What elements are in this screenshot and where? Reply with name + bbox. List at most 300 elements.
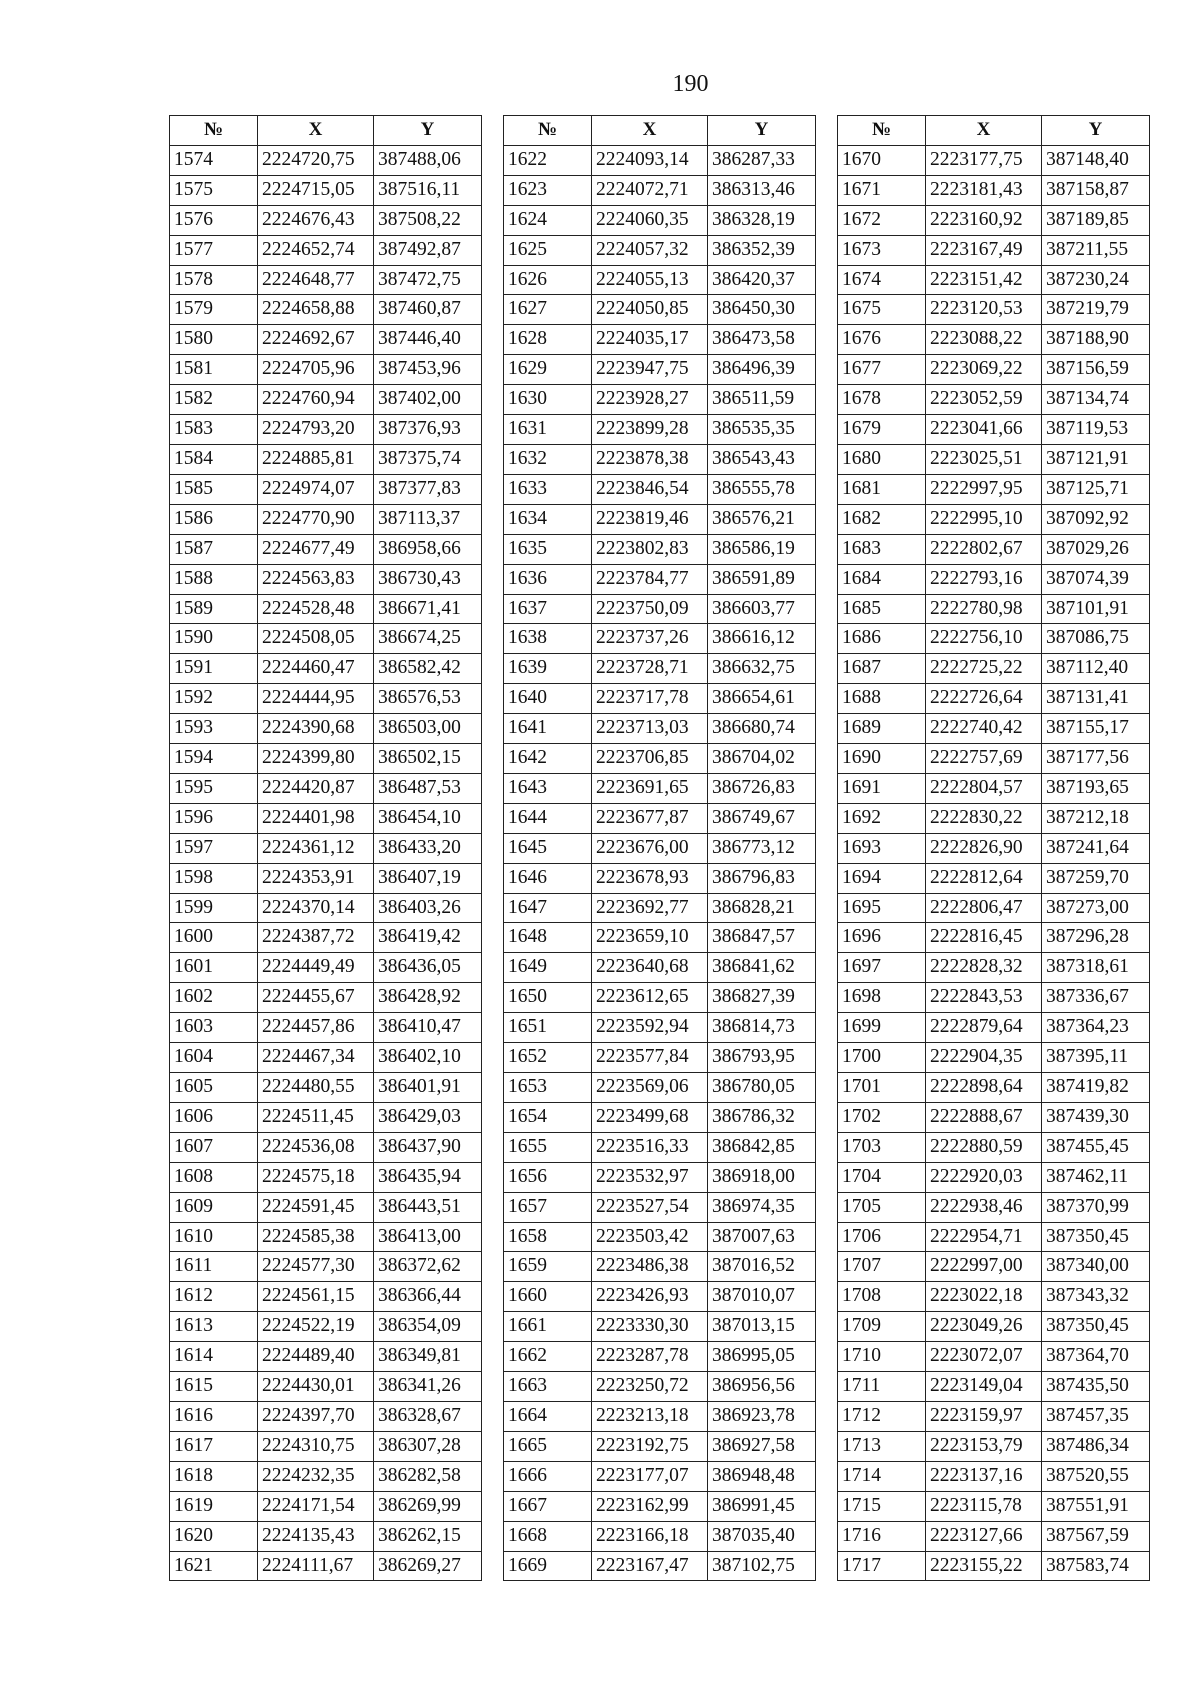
x-coordinate-cell: 2223691,65	[592, 773, 708, 803]
point-number-cell: 1678	[838, 385, 926, 415]
x-coordinate-cell: 2224370,14	[258, 893, 374, 923]
y-coordinate-cell: 386473,58	[708, 325, 816, 355]
point-number-cell: 1584	[170, 444, 258, 474]
x-coordinate-cell: 2223728,71	[592, 654, 708, 684]
y-coordinate-cell: 386704,02	[708, 744, 816, 774]
table-row	[170, 444, 482, 474]
table-row	[504, 1013, 816, 1043]
table-row	[838, 385, 1150, 415]
y-coordinate-cell: 386576,21	[708, 504, 816, 534]
table-row	[504, 385, 816, 415]
x-coordinate-cell: 2222920,03	[926, 1162, 1042, 1192]
point-number-cell: 1582	[170, 385, 258, 415]
x-coordinate-cell: 2224430,01	[258, 1372, 374, 1402]
point-number-cell: 1693	[838, 833, 926, 863]
y-coordinate-cell: 386991,45	[708, 1491, 816, 1521]
point-number-cell: 1654	[504, 1102, 592, 1132]
table-row	[504, 1372, 816, 1402]
point-number-cell: 1612	[170, 1282, 258, 1312]
point-number-cell: 1583	[170, 415, 258, 445]
table-row	[170, 983, 482, 1013]
table-row	[838, 1282, 1150, 1312]
x-coordinate-cell: 2223052,59	[926, 385, 1042, 415]
point-number-cell: 1655	[504, 1132, 592, 1162]
x-coordinate-cell: 2224171,54	[258, 1491, 374, 1521]
point-number-cell: 1713	[838, 1431, 926, 1461]
y-coordinate-cell: 386956,56	[708, 1372, 816, 1402]
table-row	[504, 1342, 816, 1372]
y-coordinate-cell: 386436,05	[374, 953, 482, 983]
x-coordinate-cell: 2222816,45	[926, 923, 1042, 953]
point-number-cell: 1691	[838, 773, 926, 803]
column-header-y: Y	[708, 116, 816, 146]
y-coordinate-cell: 386841,62	[708, 953, 816, 983]
y-coordinate-cell: 386847,57	[708, 923, 816, 953]
x-coordinate-cell: 2224460,47	[258, 654, 374, 684]
point-number-cell: 1589	[170, 594, 258, 624]
point-number-cell: 1657	[504, 1192, 592, 1222]
point-number-cell: 1594	[170, 744, 258, 774]
table-row	[838, 1431, 1150, 1461]
point-number-cell: 1599	[170, 893, 258, 923]
x-coordinate-cell: 2222828,32	[926, 953, 1042, 983]
y-coordinate-cell: 387119,53	[1042, 415, 1150, 445]
y-coordinate-cell: 386814,73	[708, 1013, 816, 1043]
x-coordinate-cell: 2224397,70	[258, 1401, 374, 1431]
x-coordinate-cell: 2223120,53	[926, 295, 1042, 325]
table-row	[170, 265, 482, 295]
point-number-cell: 1622	[504, 145, 592, 175]
point-number-cell: 1628	[504, 325, 592, 355]
y-coordinate-cell: 386328,19	[708, 205, 816, 235]
point-number-cell: 1716	[838, 1521, 926, 1551]
table-row	[838, 744, 1150, 774]
table-row	[170, 1043, 482, 1073]
x-coordinate-cell: 2224399,80	[258, 744, 374, 774]
table-row	[504, 983, 816, 1013]
y-coordinate-cell: 386511,59	[708, 385, 816, 415]
table-row	[170, 145, 482, 175]
x-coordinate-cell: 2222880,59	[926, 1132, 1042, 1162]
y-coordinate-cell: 387508,22	[374, 205, 482, 235]
y-coordinate-cell: 386450,30	[708, 295, 816, 325]
x-coordinate-cell: 2222904,35	[926, 1043, 1042, 1073]
point-number-cell: 1647	[504, 893, 592, 923]
x-coordinate-cell: 2222879,64	[926, 1013, 1042, 1043]
table-row	[504, 833, 816, 863]
point-number-cell: 1576	[170, 205, 258, 235]
y-coordinate-cell: 386328,67	[374, 1401, 482, 1431]
x-coordinate-cell: 2224449,49	[258, 953, 374, 983]
y-coordinate-cell: 386995,05	[708, 1342, 816, 1372]
x-coordinate-cell: 2222954,71	[926, 1222, 1042, 1252]
table-row	[838, 564, 1150, 594]
table-row	[838, 684, 1150, 714]
point-number-cell: 1667	[504, 1491, 592, 1521]
table-row	[170, 744, 482, 774]
table-row	[838, 1073, 1150, 1103]
table-row	[838, 594, 1150, 624]
table-row	[170, 1312, 482, 1342]
table-row	[504, 1162, 816, 1192]
point-number-cell: 1695	[838, 893, 926, 923]
x-coordinate-cell: 2222725,22	[926, 654, 1042, 684]
y-coordinate-cell: 387567,59	[1042, 1521, 1150, 1551]
point-number-cell: 1613	[170, 1312, 258, 1342]
y-coordinate-cell: 387010,07	[708, 1282, 816, 1312]
x-coordinate-cell: 2223166,18	[592, 1521, 708, 1551]
table-row	[170, 205, 482, 235]
point-number-cell: 1604	[170, 1043, 258, 1073]
y-coordinate-cell: 387086,75	[1042, 624, 1150, 654]
x-coordinate-cell: 2223499,68	[592, 1102, 708, 1132]
point-number-cell: 1586	[170, 504, 258, 534]
x-coordinate-cell: 2222997,95	[926, 474, 1042, 504]
table-row	[504, 1073, 816, 1103]
point-number-cell: 1623	[504, 175, 592, 205]
table-row	[504, 1102, 816, 1132]
point-number-cell: 1686	[838, 624, 926, 654]
x-coordinate-cell: 2223072,07	[926, 1342, 1042, 1372]
point-number-cell: 1633	[504, 474, 592, 504]
y-coordinate-cell: 386433,20	[374, 833, 482, 863]
y-coordinate-cell: 386654,61	[708, 684, 816, 714]
y-coordinate-cell: 386586,19	[708, 534, 816, 564]
x-coordinate-cell: 2223155,22	[926, 1551, 1042, 1581]
y-coordinate-cell: 386923,78	[708, 1401, 816, 1431]
x-coordinate-cell: 2223750,09	[592, 594, 708, 624]
y-coordinate-cell: 387177,56	[1042, 744, 1150, 774]
x-coordinate-cell: 2223784,77	[592, 564, 708, 594]
point-number-cell: 1632	[504, 444, 592, 474]
table-row	[838, 1162, 1150, 1192]
x-coordinate-cell: 2223049,26	[926, 1312, 1042, 1342]
point-number-cell: 1656	[504, 1162, 592, 1192]
point-number-cell: 1616	[170, 1401, 258, 1431]
point-number-cell: 1581	[170, 355, 258, 385]
point-number-cell: 1706	[838, 1222, 926, 1252]
y-coordinate-cell: 387364,70	[1042, 1342, 1150, 1372]
y-coordinate-cell: 386842,85	[708, 1132, 816, 1162]
x-coordinate-cell: 2222997,00	[926, 1252, 1042, 1282]
y-coordinate-cell: 386918,00	[708, 1162, 816, 1192]
point-number-cell: 1673	[838, 235, 926, 265]
y-coordinate-cell: 386730,43	[374, 564, 482, 594]
x-coordinate-cell: 2223692,77	[592, 893, 708, 923]
y-coordinate-cell: 386419,42	[374, 923, 482, 953]
point-number-cell: 1607	[170, 1132, 258, 1162]
x-coordinate-cell: 2224715,05	[258, 175, 374, 205]
point-number-cell: 1629	[504, 355, 592, 385]
y-coordinate-cell: 386632,75	[708, 654, 816, 684]
x-coordinate-cell: 2222888,67	[926, 1102, 1042, 1132]
y-coordinate-cell: 387156,59	[1042, 355, 1150, 385]
point-number-cell: 1705	[838, 1192, 926, 1222]
table-row	[170, 1401, 482, 1431]
table-row	[170, 654, 482, 684]
point-number-cell: 1664	[504, 1401, 592, 1431]
table-row	[838, 295, 1150, 325]
table-row	[504, 1401, 816, 1431]
x-coordinate-cell: 2222756,10	[926, 624, 1042, 654]
point-number-cell: 1617	[170, 1431, 258, 1461]
x-coordinate-cell: 2222780,98	[926, 594, 1042, 624]
table-row	[504, 504, 816, 534]
point-number-cell: 1601	[170, 953, 258, 983]
point-number-cell: 1618	[170, 1461, 258, 1491]
y-coordinate-cell: 387446,40	[374, 325, 482, 355]
y-coordinate-cell: 386496,39	[708, 355, 816, 385]
table-row	[170, 385, 482, 415]
point-number-cell: 1636	[504, 564, 592, 594]
y-coordinate-cell: 387131,41	[1042, 684, 1150, 714]
point-number-cell: 1619	[170, 1491, 258, 1521]
table-row	[170, 415, 482, 445]
y-coordinate-cell: 387343,32	[1042, 1282, 1150, 1312]
point-number-cell: 1578	[170, 265, 258, 295]
point-number-cell: 1624	[504, 205, 592, 235]
x-coordinate-cell: 2223612,65	[592, 983, 708, 1013]
y-coordinate-cell: 387112,40	[1042, 654, 1150, 684]
point-number-cell: 1606	[170, 1102, 258, 1132]
column-header-number: №	[170, 116, 258, 146]
point-number-cell: 1608	[170, 1162, 258, 1192]
x-coordinate-cell: 2223177,07	[592, 1461, 708, 1491]
x-coordinate-cell: 2224658,88	[258, 295, 374, 325]
x-coordinate-cell: 2223025,51	[926, 444, 1042, 474]
column-header-number: №	[838, 116, 926, 146]
point-number-cell: 1609	[170, 1192, 258, 1222]
x-coordinate-cell: 2223527,54	[592, 1192, 708, 1222]
point-number-cell: 1650	[504, 983, 592, 1013]
table-row	[170, 1192, 482, 1222]
y-coordinate-cell: 386974,35	[708, 1192, 816, 1222]
y-coordinate-cell: 387583,74	[1042, 1551, 1150, 1581]
table-header-row	[838, 116, 1150, 146]
point-number-cell: 1648	[504, 923, 592, 953]
table-row	[838, 1521, 1150, 1551]
x-coordinate-cell: 2223115,78	[926, 1491, 1042, 1521]
table-row	[170, 803, 482, 833]
table-row	[838, 1252, 1150, 1282]
y-coordinate-cell: 387211,55	[1042, 235, 1150, 265]
x-coordinate-cell: 2224480,55	[258, 1073, 374, 1103]
x-coordinate-cell: 2223167,47	[592, 1551, 708, 1581]
point-number-cell: 1639	[504, 654, 592, 684]
point-number-cell: 1627	[504, 295, 592, 325]
table-row	[170, 325, 482, 355]
coordinates-table	[169, 115, 482, 1581]
x-coordinate-cell: 2224528,48	[258, 594, 374, 624]
x-coordinate-cell: 2224648,77	[258, 265, 374, 295]
point-number-cell: 1671	[838, 175, 926, 205]
y-coordinate-cell: 387453,96	[374, 355, 482, 385]
x-coordinate-cell: 2223516,33	[592, 1132, 708, 1162]
point-number-cell: 1649	[504, 953, 592, 983]
x-coordinate-cell: 2223503,42	[592, 1222, 708, 1252]
x-coordinate-cell: 2222830,22	[926, 803, 1042, 833]
x-coordinate-cell: 2223737,26	[592, 624, 708, 654]
x-coordinate-cell: 2224455,67	[258, 983, 374, 1013]
x-coordinate-cell: 2224489,40	[258, 1342, 374, 1372]
point-number-cell: 1689	[838, 714, 926, 744]
table-row	[504, 444, 816, 474]
x-coordinate-cell: 2223928,27	[592, 385, 708, 415]
point-number-cell: 1658	[504, 1222, 592, 1252]
x-coordinate-cell: 2223947,75	[592, 355, 708, 385]
point-number-cell: 1688	[838, 684, 926, 714]
point-number-cell: 1638	[504, 624, 592, 654]
table-row	[504, 564, 816, 594]
table-row	[170, 1252, 482, 1282]
y-coordinate-cell: 387193,65	[1042, 773, 1150, 803]
table-row	[170, 1102, 482, 1132]
y-coordinate-cell: 386555,78	[708, 474, 816, 504]
x-coordinate-cell: 2223678,93	[592, 863, 708, 893]
x-coordinate-cell: 2223167,49	[926, 235, 1042, 265]
table-row	[838, 205, 1150, 235]
table-row	[170, 863, 482, 893]
table-row	[504, 1282, 816, 1312]
point-number-cell: 1590	[170, 624, 258, 654]
x-coordinate-cell: 2223330,30	[592, 1312, 708, 1342]
x-coordinate-cell: 2224390,68	[258, 714, 374, 744]
table-row	[838, 1491, 1150, 1521]
y-coordinate-cell: 387259,70	[1042, 863, 1150, 893]
point-number-cell: 1672	[838, 205, 926, 235]
point-number-cell: 1680	[838, 444, 926, 474]
table-row	[170, 1162, 482, 1192]
y-coordinate-cell: 387007,63	[708, 1222, 816, 1252]
table-row	[504, 684, 816, 714]
x-coordinate-cell: 2223088,22	[926, 325, 1042, 355]
table-row	[170, 684, 482, 714]
y-coordinate-cell: 387074,39	[1042, 564, 1150, 594]
x-coordinate-cell: 2223706,85	[592, 744, 708, 774]
y-coordinate-cell: 386454,10	[374, 803, 482, 833]
point-number-cell: 1646	[504, 863, 592, 893]
point-number-cell: 1642	[504, 744, 592, 774]
x-coordinate-cell: 2222938,46	[926, 1192, 1042, 1222]
x-coordinate-cell: 2223878,38	[592, 444, 708, 474]
x-coordinate-cell: 2224511,45	[258, 1102, 374, 1132]
y-coordinate-cell: 386443,51	[374, 1192, 482, 1222]
x-coordinate-cell: 2224585,38	[258, 1222, 374, 1252]
x-coordinate-cell: 2223149,04	[926, 1372, 1042, 1402]
table-row	[504, 624, 816, 654]
table-row	[170, 1342, 482, 1372]
y-coordinate-cell: 386576,53	[374, 684, 482, 714]
point-number-cell: 1637	[504, 594, 592, 624]
table-row	[170, 833, 482, 863]
x-coordinate-cell: 2223577,84	[592, 1043, 708, 1073]
x-coordinate-cell: 2223659,10	[592, 923, 708, 953]
x-coordinate-cell: 2223287,78	[592, 1342, 708, 1372]
table-row	[170, 295, 482, 325]
point-number-cell: 1694	[838, 863, 926, 893]
y-coordinate-cell: 386591,89	[708, 564, 816, 594]
y-coordinate-cell: 387350,45	[1042, 1312, 1150, 1342]
table-row	[170, 594, 482, 624]
y-coordinate-cell: 386793,95	[708, 1043, 816, 1073]
x-coordinate-cell: 2224387,72	[258, 923, 374, 953]
y-coordinate-cell: 387029,26	[1042, 534, 1150, 564]
table-row	[170, 1222, 482, 1252]
point-number-cell: 1605	[170, 1073, 258, 1103]
point-number-cell: 1652	[504, 1043, 592, 1073]
table-row	[838, 265, 1150, 295]
table-row	[838, 1461, 1150, 1491]
y-coordinate-cell: 387188,90	[1042, 325, 1150, 355]
x-coordinate-cell: 2223041,66	[926, 415, 1042, 445]
y-coordinate-cell: 386773,12	[708, 833, 816, 863]
point-number-cell: 1703	[838, 1132, 926, 1162]
y-coordinate-cell: 387016,52	[708, 1252, 816, 1282]
point-number-cell: 1630	[504, 385, 592, 415]
x-coordinate-cell: 2222804,57	[926, 773, 1042, 803]
table-row	[504, 175, 816, 205]
y-coordinate-cell: 387189,85	[1042, 205, 1150, 235]
y-coordinate-cell: 387520,55	[1042, 1461, 1150, 1491]
table-row	[504, 1132, 816, 1162]
y-coordinate-cell: 387516,11	[374, 175, 482, 205]
point-number-cell: 1685	[838, 594, 926, 624]
table-row	[504, 1192, 816, 1222]
x-coordinate-cell: 2222740,42	[926, 714, 1042, 744]
table-row	[170, 893, 482, 923]
table-row	[504, 474, 816, 504]
coordinates-table	[837, 115, 1150, 1581]
x-coordinate-cell: 2224093,14	[592, 145, 708, 175]
point-number-cell: 1677	[838, 355, 926, 385]
x-coordinate-cell: 2223486,38	[592, 1252, 708, 1282]
y-coordinate-cell: 387134,74	[1042, 385, 1150, 415]
table-row	[504, 654, 816, 684]
column-header-number: №	[504, 116, 592, 146]
table-row	[504, 1551, 816, 1581]
table-row	[504, 205, 816, 235]
x-coordinate-cell: 2223713,03	[592, 714, 708, 744]
y-coordinate-cell: 387551,91	[1042, 1491, 1150, 1521]
table-row	[504, 325, 816, 355]
y-coordinate-cell: 387457,35	[1042, 1401, 1150, 1431]
table-row	[838, 474, 1150, 504]
y-coordinate-cell: 386366,44	[374, 1282, 482, 1312]
y-coordinate-cell: 387241,64	[1042, 833, 1150, 863]
table-row	[838, 1043, 1150, 1073]
x-coordinate-cell: 2224035,17	[592, 325, 708, 355]
x-coordinate-cell: 2223569,06	[592, 1073, 708, 1103]
column-header-x: X	[926, 116, 1042, 146]
table-row	[170, 923, 482, 953]
y-coordinate-cell: 386269,27	[374, 1551, 482, 1581]
point-number-cell: 1603	[170, 1013, 258, 1043]
table-row	[504, 415, 816, 445]
y-coordinate-cell: 387435,50	[1042, 1372, 1150, 1402]
y-coordinate-cell: 386287,33	[708, 145, 816, 175]
table-row	[838, 983, 1150, 1013]
table-row	[504, 773, 816, 803]
x-coordinate-cell: 2224050,85	[592, 295, 708, 325]
y-coordinate-cell: 387219,79	[1042, 295, 1150, 325]
point-number-cell: 1663	[504, 1372, 592, 1402]
table-row	[838, 953, 1150, 983]
point-number-cell: 1587	[170, 534, 258, 564]
x-coordinate-cell: 2222793,16	[926, 564, 1042, 594]
x-coordinate-cell: 2224974,07	[258, 474, 374, 504]
y-coordinate-cell: 387318,61	[1042, 953, 1150, 983]
table-row	[504, 1252, 816, 1282]
